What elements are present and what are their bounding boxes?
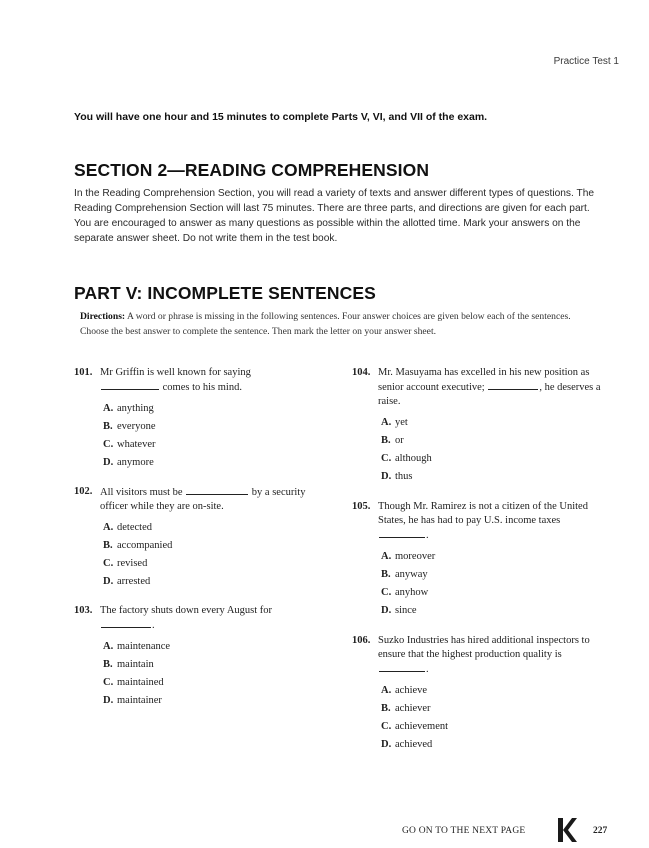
choice-letter: D.: [103, 576, 114, 587]
page-number: 227: [593, 826, 608, 836]
choice-b: [103, 537, 324, 555]
stem-text-before: Mr Griffin is well known for saying: [100, 367, 251, 378]
question-number: 102.: [74, 486, 93, 497]
choice-letter: B.: [103, 659, 113, 670]
choice-letter: C.: [381, 587, 392, 598]
choice-c: [381, 450, 602, 468]
question-103: [74, 604, 324, 710]
question-106: [352, 634, 602, 754]
choice-a: [381, 548, 602, 566]
question-stem: [74, 485, 324, 514]
question-101: [74, 366, 324, 472]
question-stem: [74, 604, 324, 633]
choice-d: [103, 454, 324, 472]
choice-d: [381, 602, 602, 620]
directions-text: A word or phrase is missing in the following sentences. Four answer choices are given below each of the sentences. Choose the best answer to complete the sentence. Then mark the letter on your answer sheet.: [80, 311, 571, 337]
choice-text: anything: [117, 403, 154, 414]
answer-blank: [379, 662, 425, 672]
question-105: [352, 500, 602, 620]
choice-b: [103, 418, 324, 436]
choice-text: whatever: [117, 439, 156, 450]
choice-c: [103, 436, 324, 454]
go-on-notice: GO ON TO THE NEXT PAGE: [402, 826, 526, 836]
choice-a: [381, 414, 602, 432]
choice-letter: B.: [381, 435, 391, 446]
stem-text-before: Though Mr. Ramirez is not a citizen of the United States, he has had to pay U.S. income taxes: [378, 501, 588, 526]
choice-letter: A.: [103, 641, 114, 652]
choice-a: [103, 638, 324, 656]
choice-letter: C.: [381, 721, 392, 732]
choice-letter: D.: [381, 471, 392, 482]
choice-text: maintainer: [117, 695, 162, 706]
question-stem: [352, 500, 602, 543]
choice-text: achievement: [395, 721, 449, 732]
choice-letter: D.: [103, 695, 114, 706]
answer-blank: [186, 485, 248, 495]
answer-choices: [352, 548, 602, 620]
choice-text: yet: [395, 417, 408, 428]
choice-letter: B.: [381, 569, 391, 580]
choice-text: maintained: [117, 677, 164, 688]
choice-text: everyone: [117, 421, 156, 432]
choice-text: anyhow: [395, 587, 429, 598]
choice-text: arrested: [117, 576, 151, 587]
choice-letter: D.: [103, 457, 114, 468]
choice-b: [381, 700, 602, 718]
choice-text: achieved: [395, 739, 433, 750]
choice-text: since: [395, 605, 417, 616]
answer-choices: [352, 414, 602, 486]
choice-letter: B.: [103, 540, 113, 551]
question-number: 101.: [74, 367, 93, 378]
choice-a: [103, 400, 324, 418]
choice-text: maintain: [117, 659, 154, 670]
question-102: [74, 485, 324, 591]
question-stem: [352, 634, 602, 677]
choice-c: [103, 674, 324, 692]
stem-text-before: Suzko Industries has hired additional inspectors to ensure that the highest production quality is: [378, 635, 590, 660]
question-stem: [74, 366, 324, 395]
choice-letter: A.: [381, 685, 392, 696]
stem-text-after: , he deserves a raise.: [378, 382, 601, 407]
directions-label: Directions:: [80, 311, 126, 322]
choice-text: maintenance: [117, 641, 171, 652]
stem-text-before: The factory shuts down every August for: [100, 605, 273, 616]
choice-letter: A.: [381, 417, 392, 428]
question-104: [352, 366, 602, 486]
choice-text: achieve: [395, 685, 428, 696]
stem-text-after: .: [426, 530, 429, 541]
part-title: PART V: INCOMPLETE SENTENCES: [74, 283, 376, 303]
choice-a: [103, 519, 324, 537]
choice-c: [103, 555, 324, 573]
choice-b: [103, 656, 324, 674]
choice-letter: B.: [103, 421, 113, 432]
stem-text-before: Mr. Masuyama has excelled in his new position as senior account executive;: [378, 367, 590, 393]
choice-text: anymore: [117, 457, 154, 468]
question-number: 105.: [352, 501, 371, 512]
answer-blank: [101, 380, 159, 390]
choice-text: accompanied: [117, 540, 173, 551]
question-number: 104.: [352, 367, 371, 378]
choice-d: [103, 573, 324, 591]
stem-text-after: by a security officer while they are on-site.: [100, 487, 306, 512]
section-description: In the Reading Comprehension Section, you will read a variety of texts and answer different types of questions. The Reading Comprehension Section will last 75 minutes. There are three parts, and directions are given for each part. You are encouraged to answer as many questions as possible within the allotted time. Mark your answers on the separate answer sheet. Do not write them in the test book.: [74, 188, 595, 244]
choice-d: [381, 468, 602, 486]
choice-b: [381, 566, 602, 584]
choice-c: [381, 584, 602, 602]
choice-letter: B.: [381, 703, 391, 714]
choice-letter: A.: [381, 551, 392, 562]
stem-text-after: .: [152, 620, 155, 631]
choice-text: although: [395, 453, 432, 464]
choice-letter: C.: [103, 439, 114, 450]
answer-choices: [74, 400, 324, 472]
time-instructions: You will have one hour and 15 minutes to complete Parts V, VI, and VII of the exam.: [74, 111, 488, 123]
choice-text: thus: [395, 471, 413, 482]
stem-text-after: .: [426, 664, 429, 675]
choice-letter: D.: [381, 605, 392, 616]
answer-choices: [74, 638, 324, 710]
question-number: 106.: [352, 635, 371, 646]
choice-text: detected: [117, 522, 152, 533]
choice-text: achiever: [395, 703, 431, 714]
answer-blank: [379, 528, 425, 538]
question-stem: [352, 366, 602, 409]
question-number: 103.: [74, 605, 93, 616]
stem-text-before: All visitors must be: [100, 487, 183, 498]
choice-letter: C.: [103, 558, 114, 569]
answer-blank: [101, 618, 151, 628]
answer-blank: [488, 380, 538, 390]
choice-text: anyway: [395, 569, 428, 580]
directions: [80, 309, 595, 339]
running-head: Practice Test 1: [553, 56, 619, 67]
answer-choices: [352, 682, 602, 754]
choice-letter: D.: [381, 739, 392, 750]
kaplan-logo: [556, 817, 578, 848]
choice-letter: A.: [103, 403, 114, 414]
choice-letter: A.: [103, 522, 114, 533]
kaplan-k-icon: [556, 817, 578, 843]
choice-d: [381, 736, 602, 754]
answer-choices: [74, 519, 324, 591]
choice-text: or: [395, 435, 404, 446]
choice-text: revised: [117, 558, 148, 569]
section-title: SECTION 2—READING COMPREHENSION: [74, 160, 430, 180]
choice-d: [103, 692, 324, 710]
stem-text-after: comes to his mind.: [162, 382, 242, 393]
choice-a: [381, 682, 602, 700]
choice-b: [381, 432, 602, 450]
choice-text: moreover: [395, 551, 436, 562]
choice-letter: C.: [381, 453, 392, 464]
choice-c: [381, 718, 602, 736]
choice-letter: C.: [103, 677, 114, 688]
